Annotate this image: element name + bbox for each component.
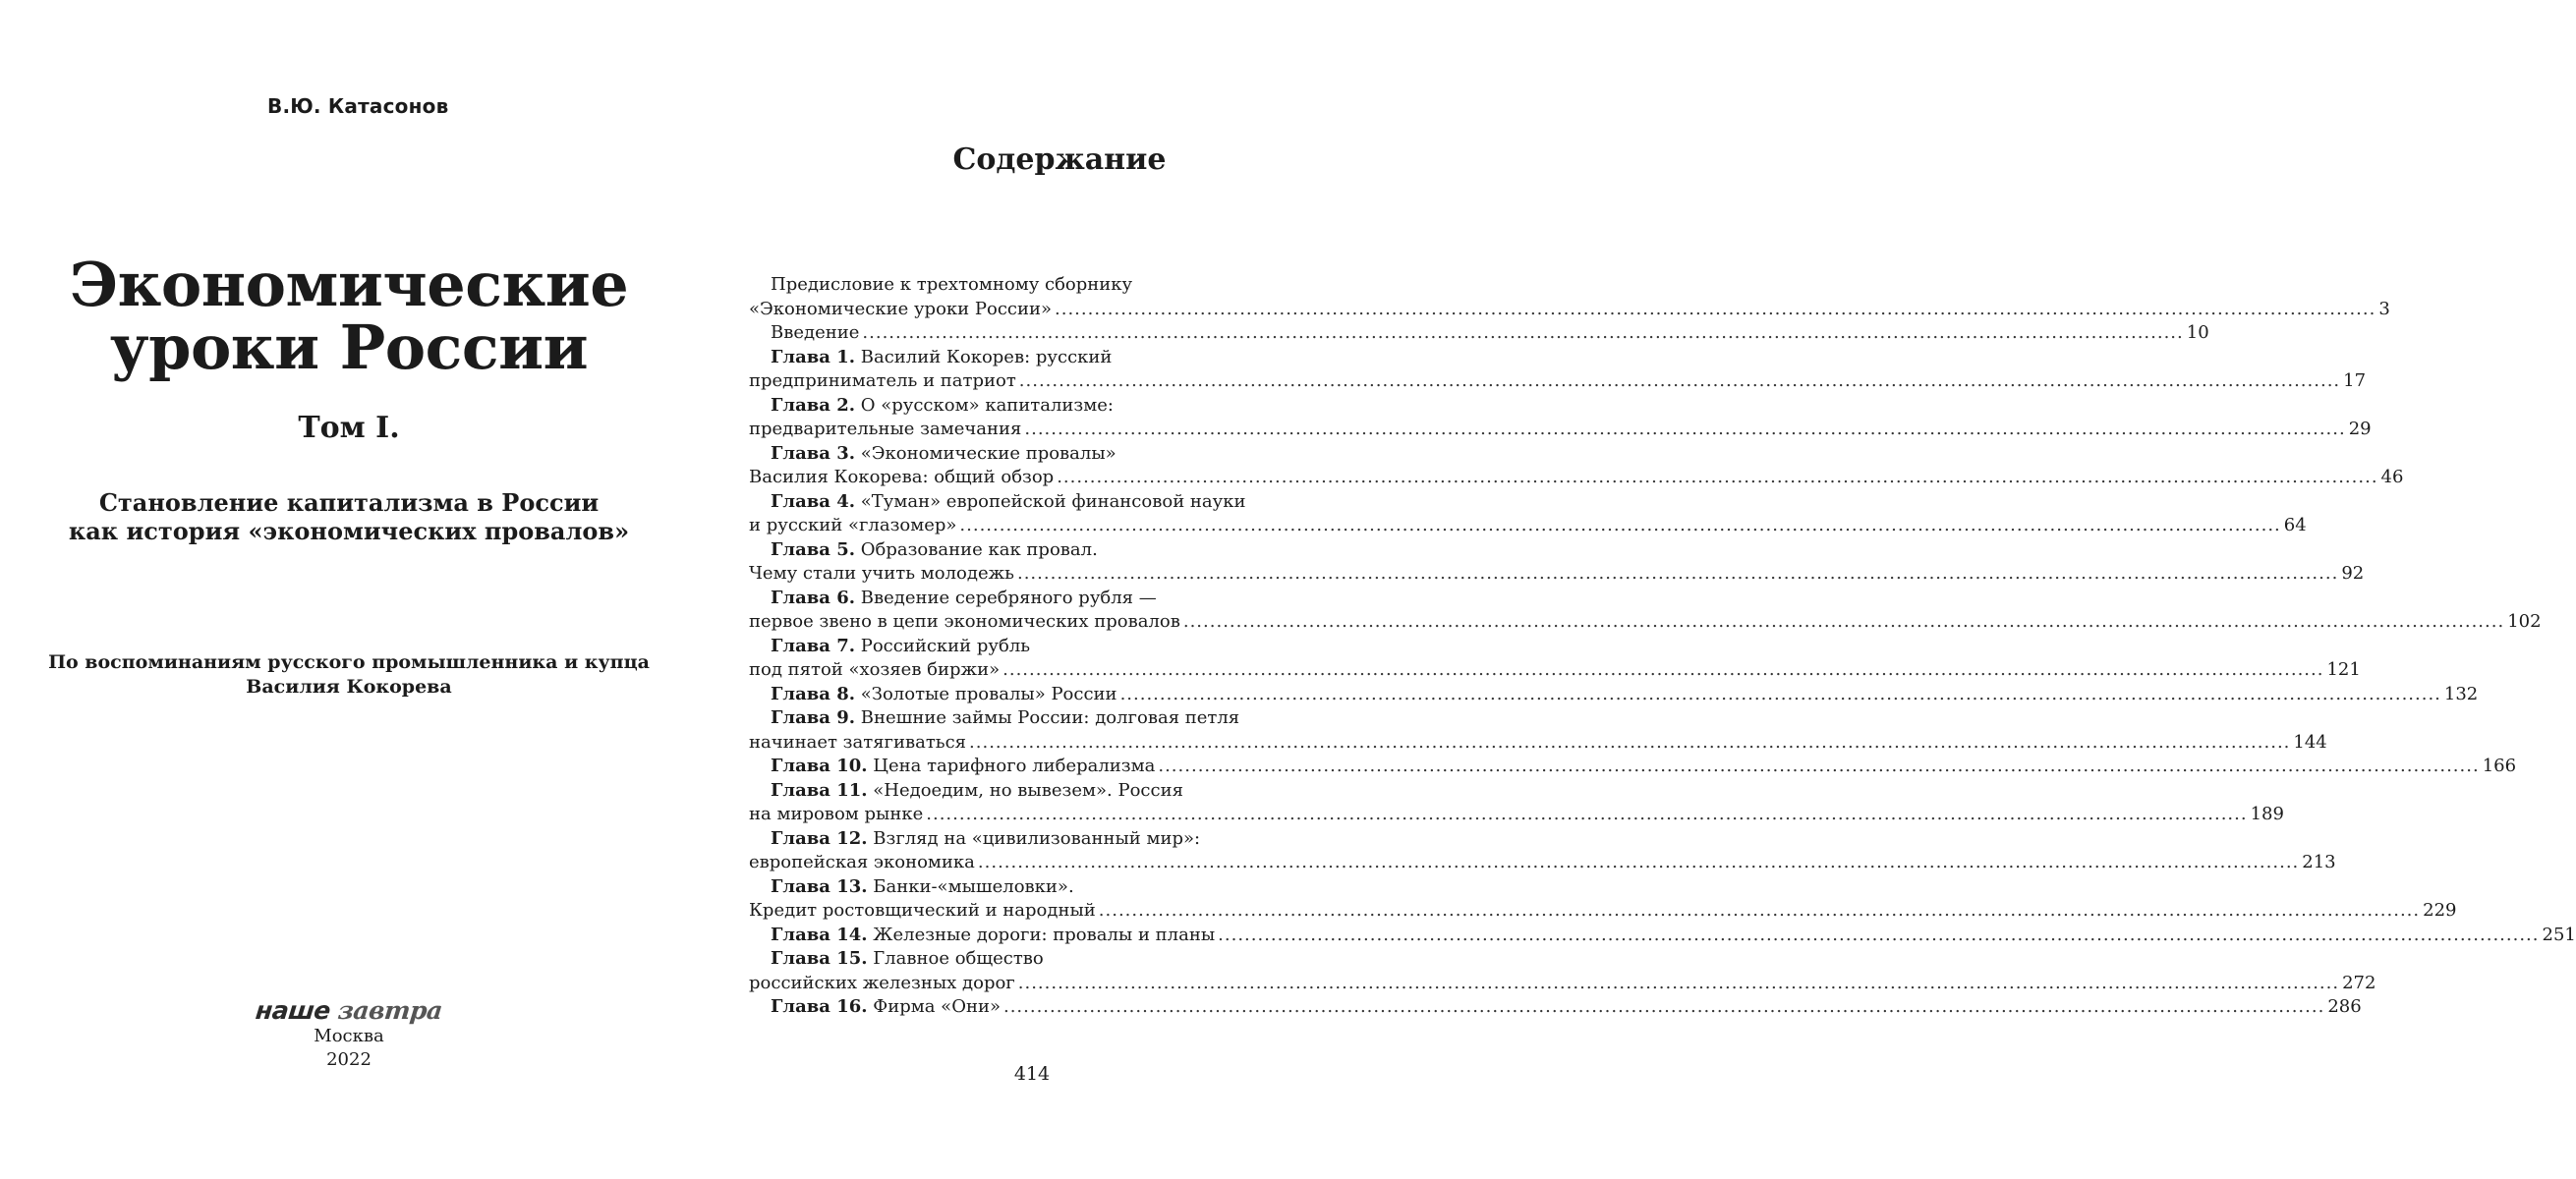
- toc-entry-text: [771, 924, 1215, 948]
- toc-entry-line-2: [749, 924, 2576, 948]
- toc-leader-dots: ........................................................................................................................................................................................................: [1016, 563, 2339, 584]
- toc-leader-dots: ........................................................................................................................................................................................................: [1002, 659, 2324, 680]
- toc-entry: [749, 924, 2576, 948]
- toc-entry-line-2: [749, 418, 2372, 442]
- toc-chapter-label: Глава 2.: [771, 394, 856, 416]
- toc-page-number: 29: [2348, 419, 2372, 439]
- toc-leader-dots: ........................................................................................................................................................................................................: [1098, 900, 2421, 921]
- toc-chapter-label: Глава 13.: [771, 875, 868, 897]
- toc-page-number: 144: [2293, 731, 2327, 753]
- toc-entry-line-2: [749, 658, 2361, 683]
- toc-page-number: 121: [2326, 659, 2361, 680]
- subtitle-line-2: как история «экономических провалов»: [68, 517, 630, 545]
- toc-entry: [749, 995, 2362, 1020]
- toc-page-number: 64: [2283, 515, 2307, 535]
- toc-entry: [749, 587, 2542, 635]
- toc-entry-title-continued: «Золотые провалы» России: [855, 683, 1117, 704]
- toc-entry-title-continued: первое звено в цепи экономических провалов: [749, 611, 1180, 632]
- toc-entry-title: Банки-«мышеловки».: [867, 875, 1074, 897]
- toc-entry-line-1: [749, 394, 1317, 419]
- toc-entry-title-continued: под пятой «хозяев биржи»: [749, 659, 1001, 680]
- memoir-line-2: Василия Кокорева: [246, 676, 452, 698]
- toc-chapter-label: Глава 3.: [771, 442, 856, 464]
- toc-entry-title: Внешние займы России: долговая петля: [855, 707, 1240, 728]
- toc-entry-line-2: [749, 683, 2479, 707]
- publisher-word-1: наше: [254, 996, 332, 1025]
- toc-entry-line-2: [749, 995, 2362, 1020]
- toc-entry-line-1: [749, 490, 1317, 515]
- book-title-line-2: уроки России: [109, 311, 589, 383]
- toc-entry-title: «Экономические провалы»: [855, 442, 1116, 464]
- toc-entry-line-1: [749, 635, 1317, 659]
- toc-leader-dots: ........................................................................................................................................................................................................: [1057, 467, 2378, 487]
- toc-entry-line-2: [749, 514, 2307, 538]
- toc-entry-text: [771, 321, 859, 346]
- toc-entry-text: [749, 298, 1052, 322]
- toc-chapter-label: Глава 5.: [771, 538, 856, 560]
- toc-entry-line-1: [749, 346, 1317, 370]
- toc-leader-dots: ........................................................................................................................................................................................................: [1158, 756, 2480, 776]
- toc-leader-dots: ........................................................................................................................................................................................................: [1017, 972, 2340, 993]
- toc-entry-line-1: [749, 827, 1317, 852]
- toc-entry-line-1: [749, 947, 1317, 972]
- toc-page-number: 189: [2250, 804, 2284, 824]
- toc-entry-title-continued: Введение: [771, 322, 860, 343]
- toc-chapter-label: Глава 14.: [771, 924, 868, 945]
- toc-entry-title: Взгляд на «цивилизованный мир»:: [867, 827, 1201, 849]
- toc-chapter-label: Глава 12.: [771, 827, 868, 849]
- publisher-word-2: завтра: [336, 996, 444, 1025]
- toc-leader-dots: ........................................................................................................................................................................................................: [1055, 298, 2376, 319]
- toc-entry-text: [749, 658, 1000, 683]
- book-title-line-1: Экономические: [69, 249, 629, 320]
- toc-leader-dots: ........................................................................................................................................................................................................: [926, 804, 2248, 824]
- toc-chapter-label: Глава 15.: [771, 948, 868, 969]
- toc-page-number: 251: [2542, 924, 2576, 945]
- toc-entry-text: [749, 369, 1016, 394]
- table-of-contents: [749, 273, 2576, 1020]
- page-number: 414: [1013, 1063, 1051, 1085]
- toc-page-number: 10: [2186, 322, 2209, 343]
- toc-entry-title-continued: Железные дороги: провалы и планы: [867, 924, 1216, 945]
- toc-entry-text: [749, 972, 1015, 996]
- toc-entry-title: Главное общество: [867, 948, 1044, 969]
- toc-entry: [749, 273, 2390, 321]
- memoir-line-1: По воспоминаниям русского промышленника и купца: [48, 651, 650, 673]
- toc-entry-title: Василий Кокорев: русский: [855, 346, 1113, 367]
- toc-page-number: 46: [2380, 467, 2404, 487]
- toc-entry-text: [749, 418, 1021, 442]
- toc-entry: [749, 394, 2372, 442]
- toc-leader-dots: ........................................................................................................................................................................................................: [1182, 611, 2505, 632]
- toc-entry-text: [749, 851, 975, 875]
- toc-page-number: 286: [2327, 996, 2362, 1017]
- toc-entry-text: [749, 803, 923, 827]
- toc-entry-line-1: [749, 706, 1317, 731]
- toc-entry: [749, 538, 2365, 587]
- toc-entry-title-continued: на мировом рынке: [749, 804, 924, 824]
- toc-entry-line-1: [749, 875, 1317, 900]
- toc-page-number: 102: [2507, 611, 2542, 632]
- memoir-note: [20, 650, 678, 700]
- toc-entry-title: «Туман» европейской финансовой науки: [855, 490, 1246, 512]
- toc-entry-line-2: [749, 298, 2390, 322]
- toc-entry-text: [749, 610, 1180, 635]
- toc-entry: [749, 442, 2404, 490]
- toc-entry: [749, 875, 2457, 924]
- toc-entry-title-continued: предварительные замечания: [749, 419, 1022, 439]
- toc-entry-title-continued: Цена тарифного либерализма: [867, 756, 1156, 776]
- toc-leader-dots: ........................................................................................................................................................................................................: [1018, 370, 2341, 391]
- toc-page-number: 17: [2343, 370, 2367, 391]
- toc-entry-line-2: [749, 562, 2365, 587]
- toc-entry-text: [749, 731, 966, 756]
- toc-entry-title-continued: европейская экономика: [749, 852, 975, 872]
- toc-entry-line-2: [749, 466, 2404, 490]
- toc-page-number: 92: [2341, 563, 2365, 584]
- toc-entry-line-2: [749, 899, 2457, 924]
- toc-entry: [749, 346, 2367, 394]
- toc-entry-title: О «русском» капитализме:: [855, 394, 1114, 416]
- toc-entry-title-continued: начинает затягиваться: [749, 731, 967, 753]
- toc-chapter-label: Глава 7.: [771, 635, 856, 656]
- publication-city: Москва: [314, 1026, 384, 1046]
- toc-entry: [749, 755, 2517, 779]
- toc-entry-title: Предисловие к трехтомному сборнику: [771, 274, 1133, 295]
- toc-entry-title: «Недоедим, но вывезем». Россия: [867, 779, 1183, 801]
- toc-entry: [749, 779, 2284, 827]
- contents-heading: Содержание: [952, 142, 1167, 177]
- toc-entry-text: [771, 755, 1155, 779]
- toc-entry-text: [771, 683, 1117, 707]
- toc-entry-title-continued: «Экономические уроки России»: [749, 298, 1052, 319]
- toc-entry-title-continued: и русский «глазомер»: [749, 515, 957, 535]
- toc-chapter-label: Глава 1.: [771, 346, 856, 367]
- toc-leader-dots: ........................................................................................................................................................................................................: [969, 731, 2291, 753]
- toc-chapter-label: Глава 11.: [771, 779, 868, 801]
- toc-chapter-label: Глава 10.: [771, 756, 868, 776]
- toc-leader-dots: ........................................................................................................................................................................................................: [1119, 683, 2441, 704]
- publication-year: 2022: [326, 1049, 372, 1070]
- toc-entry-title: Российский рубль: [855, 635, 1031, 656]
- toc-entry-line-1: [749, 587, 1317, 611]
- toc-page-number: 213: [2302, 852, 2336, 872]
- toc-chapter-label: Глава 16.: [771, 996, 868, 1017]
- toc-entry-line-2: [749, 972, 2376, 996]
- toc-chapter-label: Глава 4.: [771, 490, 856, 512]
- volume-label: Том I.: [298, 411, 400, 445]
- toc-entry-line-1: [749, 273, 1317, 298]
- toc-chapter-label: Глава 8.: [771, 683, 856, 704]
- toc-entry-line-2: [749, 755, 2517, 779]
- toc-page-number: 3: [2378, 298, 2390, 319]
- toc-entry: [749, 947, 2376, 995]
- toc-entry-title: Введение серебряного рубля —: [855, 587, 1157, 608]
- toc-chapter-label: Глава 6.: [771, 587, 856, 608]
- toc-leader-dots: ........................................................................................................................................................................................................: [1218, 924, 2540, 945]
- toc-entry-line-2: [749, 851, 2336, 875]
- toc-entry-title-continued: Василия Кокорева: общий обзор: [749, 467, 1055, 487]
- toc-leader-dots: ........................................................................................................................................................................................................: [977, 852, 2300, 872]
- title-page: [0, 0, 698, 1179]
- toc-entry-title-continued: Чему стали учить молодежь: [749, 563, 1014, 584]
- book-title: [39, 249, 658, 383]
- toc-leader-dots: ........................................................................................................................................................................................................: [862, 322, 2184, 343]
- toc-entry: [749, 321, 2209, 346]
- subtitle-line-1: Становление капитализма в России: [98, 488, 600, 517]
- toc-entry-line-1: [749, 442, 1317, 467]
- toc-entry-text: [749, 514, 956, 538]
- contents-page: [708, 0, 2576, 1179]
- book-subtitle: [39, 488, 658, 545]
- toc-leader-dots: ........................................................................................................................................................................................................: [1024, 419, 2346, 439]
- toc-entry-title: Образование как провал.: [855, 538, 1098, 560]
- toc-entry: [749, 683, 2479, 707]
- toc-entry-title-continued: Фирма «Они»: [867, 996, 1001, 1017]
- toc-page-number: 166: [2482, 756, 2517, 776]
- toc-entry-text: [771, 995, 1001, 1020]
- toc-chapter-label: Глава 9.: [771, 707, 856, 728]
- toc-entry-title-continued: предприниматель и патриот: [749, 370, 1016, 391]
- toc-entry-line-2: [749, 369, 2367, 394]
- toc-page-number: 272: [2342, 972, 2376, 993]
- toc-entry-text: [749, 466, 1054, 490]
- toc-entry-line-1: [749, 538, 1317, 563]
- toc-leader-dots: ........................................................................................................................................................................................................: [1002, 996, 2325, 1017]
- toc-entry: [749, 827, 2336, 875]
- toc-page-number: 132: [2443, 683, 2479, 704]
- toc-entry: [749, 706, 2327, 755]
- toc-entry-text: [749, 562, 1014, 587]
- toc-page-number: 229: [2423, 900, 2457, 921]
- author-name: В.Ю. Катасонов: [267, 94, 449, 118]
- toc-entry-text: [749, 899, 1096, 924]
- toc-entry-line-2: [749, 610, 2542, 635]
- toc-entry-line-2: [749, 731, 2327, 756]
- publisher-logo: [254, 996, 443, 1025]
- toc-entry-title-continued: российских железных дорог: [749, 972, 1015, 993]
- toc-entry-title-continued: Кредит ростовщический и народный: [749, 900, 1096, 921]
- toc-entry-line-1: [749, 779, 1317, 804]
- toc-entry-line-2: [749, 803, 2284, 827]
- toc-leader-dots: ........................................................................................................................................................................................................: [959, 515, 2281, 535]
- toc-entry-line-2: [749, 321, 2209, 346]
- toc-entry: [749, 490, 2307, 538]
- toc-entry: [749, 635, 2361, 683]
